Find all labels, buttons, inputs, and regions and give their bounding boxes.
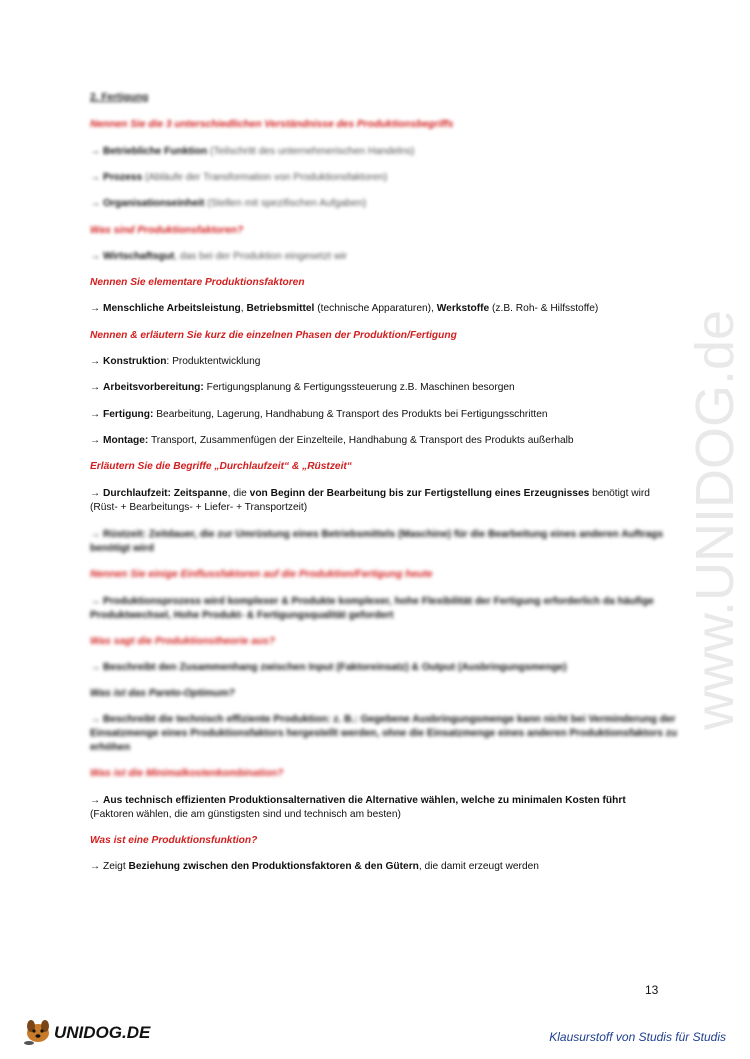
q8-answer-line-3: erhöhen — [90, 742, 131, 753]
q7-answer: → Beschreibt den Zusammenhang zwischen Input (Faktoreinsatz) & Output (Ausbringungsmenge) — [90, 662, 567, 673]
arrow-icon: → — [90, 382, 101, 393]
page-number: 13 — [645, 983, 659, 997]
arrow-icon: → — [90, 435, 101, 446]
question-1: Nennen Sie die 3 unterschiedlichen Verständnisse des Produktionsbegriffs — [90, 119, 454, 130]
question-8: Was ist das Pareto-Optimum? — [90, 688, 235, 699]
arrow-icon: → — [90, 303, 101, 314]
q10-answer: → Zeigt Beziehung zwischen den Produktionsfaktoren & den Gütern, die damit erzeugt werden — [90, 861, 539, 872]
logo-text: UNIDOG.DE — [54, 1023, 151, 1042]
watermark-text: www.UNIDOG.de — [685, 309, 745, 730]
question-4: Nennen & erläutern Sie kurz die einzelnen Phasen der Produktion/Fertigung — [90, 330, 457, 341]
arrow-icon: → — [90, 488, 101, 499]
q8-answer-line-2: Einsatzmenge eines Produktionsfaktors hergestellt werden, ohne die Einsatzmenge eines anderen Produktionsfaktors zu — [90, 728, 678, 739]
q5-answer-line-1: → Durchlaufzeit: Zeitspanne, die von Beginn der Bearbeitung bis zur Fertigstellung eines Erzeugnisses benötigt wird — [90, 488, 650, 499]
unidog-logo — [22, 1014, 152, 1046]
q5-answer-line-2: (Rüst- + Bearbeitungs- + Liefer- + Transportzeit) — [90, 502, 308, 513]
q9-answer-line-2: (Faktoren wählen, die am günstigsten sind und technisch am besten) — [90, 809, 401, 820]
arrow-icon: → — [90, 795, 101, 806]
q2-answer: → Wirtschaftsgut, das bei der Produktion eingesetzt wir — [90, 251, 347, 262]
arrow-icon: → — [90, 356, 101, 367]
question-5: Erläutern Sie die Begriffe „Durchlaufzeit“ & „Rüstzeit“ — [90, 461, 352, 472]
section-title: 2. Fertigung — [90, 92, 149, 103]
footer-tagline: Klausurstoff von Studis für Studis — [549, 1030, 726, 1044]
arrow-icon: → — [90, 409, 101, 420]
watermark — [655, 280, 750, 740]
q6-answer-line-2: Produktwechsel, Hohe Produkt- & Fertigungsqualität gefordert — [90, 610, 394, 621]
q3-answer: → Menschliche Arbeitsleistung, Betriebsmittel (technische Apparaturen), Werkstoffe (z.B. Roh- & Hilfsstoffe) — [90, 303, 599, 314]
q1-answer-2: → Prozess (Abläufe der Transformation von Produktionsfaktoren) — [90, 172, 388, 183]
q8-answer-line-1: → Beschreibt die technisch effiziente Produktion: z. B.: Gegebene Ausbringungsmenge kann nicht bei Verminderung der — [90, 714, 676, 725]
question-10: Was ist eine Produktionsfunktion? — [90, 835, 258, 846]
q6-answer-line-1: → Produktionsprozess wird komplexer & Produkte komplexer, hohe Flexibilität der Fertigung erforderlich da häufige — [90, 596, 654, 607]
question-2: Was sind Produktionsfaktoren? — [90, 225, 244, 236]
q5-rustzeit-line-1: → Rüstzeit: Zeitdauer, die zur Umrüstung eines Betriebsmittels (Maschine) für die Bearbeitung eines anderen Auftrags — [90, 529, 664, 540]
q5-rustzeit-line-2: benötigt wird — [90, 543, 154, 554]
q1-answer-3: → Organisationseinheit (Stellen mit spezifischen Aufgaben) — [90, 198, 367, 209]
q4-answer-2: → Arbeitsvorbereitung: Fertigungsplanung & Fertigungssteuerung z.B. Maschinen besorgen — [90, 382, 515, 393]
q1-answer-1: → Betriebliche Funktion (Teilschritt des unternehmerischen Handelns) — [90, 146, 415, 157]
question-3: Nennen Sie elementare Produktionsfaktoren — [90, 277, 305, 288]
q9-answer-line-1: → Aus technisch effizienten Produktionsalternativen die Alternative wählen, welche zu minimalen Kosten führt — [90, 795, 626, 806]
q4-answer-3: → Fertigung: Bearbeitung, Lagerung, Handhabung & Transport des Produkts bei Fertigungsschritten — [90, 409, 548, 420]
question-7: Was sagt die Produktionstheorie aus? — [90, 636, 275, 647]
q4-answer-4: → Montage: Transport, Zusammenfügen der Einzelteile, Handhabung & Transport des Produkts außerhalb — [90, 435, 574, 446]
question-9: Was ist die Minimalkostenkombination? — [90, 768, 284, 779]
q4-answer-1: → Konstruktion: Produktentwicklung — [90, 356, 261, 367]
question-6: Nennen Sie einige Einflussfaktoren auf die Produktion/Fertigung heute — [90, 569, 433, 580]
dog-icon — [24, 1020, 49, 1045]
arrow-icon: → — [90, 861, 101, 872]
